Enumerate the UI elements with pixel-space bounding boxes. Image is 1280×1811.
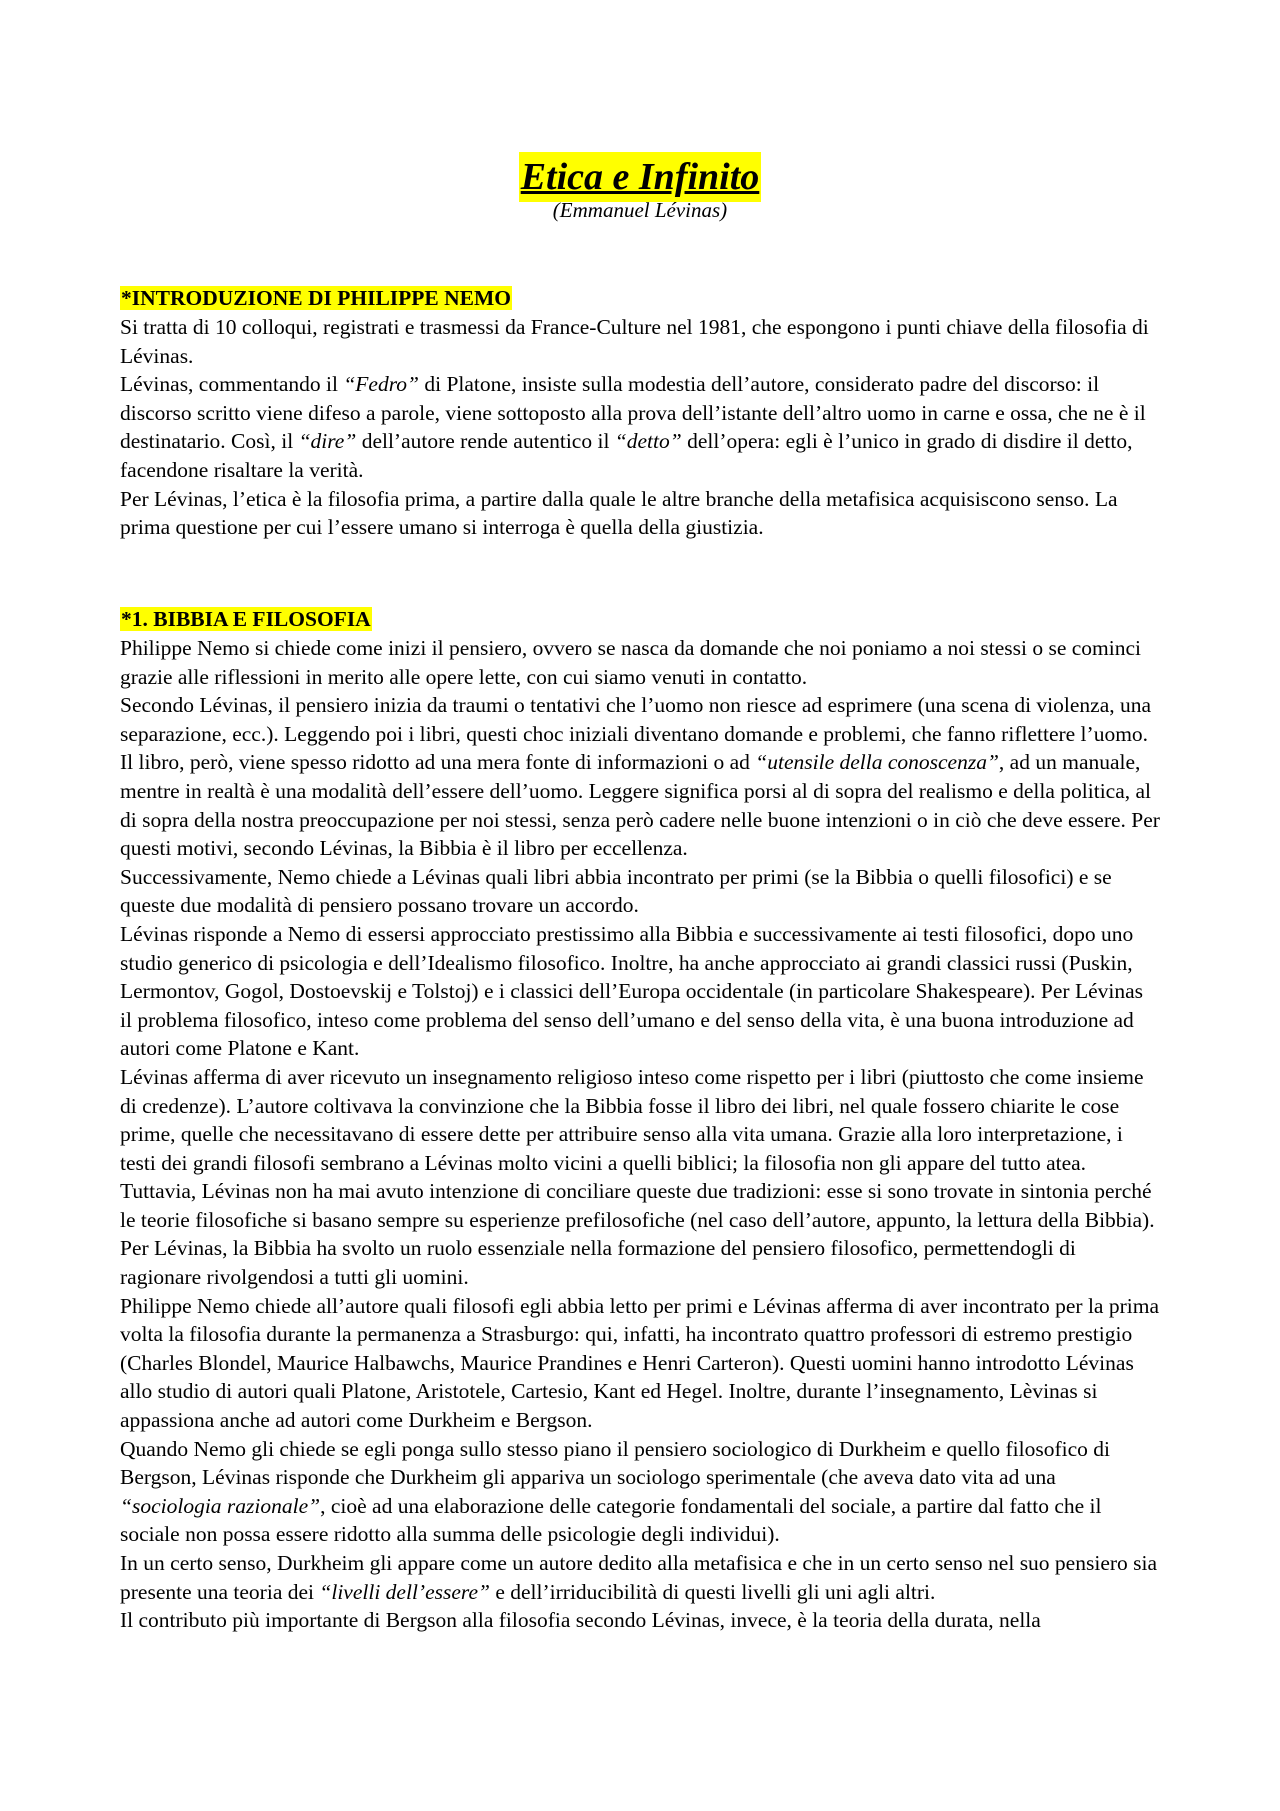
- section-1-paragraph-10: Il contributo più importante di Bergson alla filosofia secondo Lévinas, invece, è la teoria della durata, nella: [120, 1608, 1041, 1633]
- intro-paragraph-2: Lévinas, commentando il “Fedro” di Platone, insiste sulla modestia dell’autore, considerato padre del discorso: il discorso scritto viene difeso a parole, viene sottoposto alla prova dell’istante dell’altro uomo in carne e ossa, che ne è il destinatario. Così, il “dire” dell’autore rende autentico il “detto” dell’opera: egli è l’unico in grado di disdire il detto, facendone risaltare la verità.: [120, 372, 1146, 482]
- section-1-paragraph-5: Lévinas afferma di aver ricevuto un insegnamento religioso inteso come rispetto per i libri (piuttosto che come insieme di credenze). L’autore coltivava la convinzione che la Bibbia fosse il libro dei libri, nel quale fossero chiarite le cose prime, quelle che necessitavano di essere dette per attribuire senso alla vita umana. Grazie alla loro interpretazione, i testi dei grandi filosofi sembrano a Lévinas molto vicini a quelli biblici; la filosofia non gli appare del tutto atea. Tuttavia, Lévinas non ha mai avuto intenzione di conciliare queste due tradizioni: esse si sono trovate in sintonia perché le teorie filosofiche si basano sempre su esperienze prefilosofiche (nel caso dell’autore, appunto, la lettura della Bibbia).: [120, 1064, 1155, 1232]
- section-1-paragraph-4: Lévinas risponde a Nemo di essersi approcciato prestissimo alla Bibbia e successivamente ai testi filosofici, dopo uno studio generico di psicologia e dell’Idealismo filosofico. Inoltre, ha anche approcciato ai grandi classici russi (Puskin, Lermontov, Gogol, Dostoevskij e Tolstoj) e i classici dell’Europa occidentale (in particolare Shakespeare). Per Lévinas il problema filosofico, inteso come problema del senso dell’umano e del senso della vita, è una buona introduzione ad autori come Platone e Kant.: [120, 921, 1144, 1061]
- section-1: [120, 604, 1160, 1635]
- intro-heading-text: *INTRODUZIONE DI PHILIPPE NEMO: [121, 286, 512, 310]
- intro-paragraph-1: Si tratta di 10 colloqui, registrati e trasmessi da France-Culture nel 1981, che espongono i punti chiave della filosofia di Lévinas.: [120, 315, 1149, 368]
- section-1-paragraph-8: Quando Nemo gli chiede se egli ponga sullo stesso piano il pensiero sociologico di Durkheim e quello filosofico di Bergson, Lévinas risponde che Durkheim gli appariva un sociologo sperimentale (che aveva dato vita ad una “sociologia razionale”, cioè ad una elaborazione delle categorie fondamentali del sociale, a partire dal fatto che il sociale non possa essere ridotto alla summa delle psicologie degli individui).: [120, 1436, 1111, 1547]
- title-block: [0, 152, 1280, 202]
- section-1-paragraph-1: Philippe Nemo si chiede come inizi il pensiero, ovvero se nasca da domande che noi poniamo a noi stessi o se cominci grazie alle riflessioni in merito alle opere lette, con cui siamo venuti in contatto.: [120, 636, 1141, 689]
- intro-paragraph-3: Per Lévinas, l’etica è la filosofia prima, a partire dalla quale le altre branche della metafisica acquisiscono senso. La prima questione per cui l’essere umano si interroga è quella della giustizia.: [120, 486, 1118, 540]
- section-1-heading: [120, 604, 1160, 634]
- section-1-heading-text: *1. BIBBIA E FILOSOFIA: [121, 607, 371, 631]
- intro-heading: [120, 283, 1160, 313]
- document-subtitle: (Emmanuel Lévinas): [552, 198, 728, 222]
- section-1-paragraph-3: Successivamente, Nemo chiede a Lévinas quali libri abbia incontrato per primi (se la Bibbia o quelli filosofici) e se queste due modalità di pensiero possano trovare un accordo.: [120, 864, 1112, 918]
- section-1-paragraph-6: Per Lévinas, la Bibbia ha svolto un ruolo essenziale nella formazione del pensiero filosofico, permettendogli di ragionare rivolgendosi a tutti gli uomini.: [120, 1236, 1076, 1290]
- section-1-paragraph-7: Philippe Nemo chiede all’autore quali filosofi egli abbia letto per primi e Lévinas afferma di aver incontrato per la prima volta la filosofia durante la permanenza a Strasburgo: qui, infatti, ha incontrato quattro professori di estremo prestigio (Charles Blondel, Maurice Halbawchs, Maurice Prandines e Henri Carteron). Questi uomini hanno introdotto Lévinas allo studio di autori quali Platone, Aristotele, Cartesio, Kant ed Hegel. Inoltre, durante l’insegnamento, Lèvinas si appassiona anche ad autori come Durkheim e Bergson.: [120, 1293, 1159, 1433]
- document-title: Etica e Infinito: [519, 152, 762, 202]
- intro-section: [120, 283, 1160, 542]
- section-1-paragraph-9: In un certo senso, Durkheim gli appare come un autore dedito alla metafisica e che in un certo senso nel suo pensiero sia presente una teoria dei “livelli dell’essere” e dell’irriducibilità di questi livelli gli uni agli altri.: [120, 1551, 1158, 1604]
- section-1-paragraph-2: Secondo Lévinas, il pensiero inizia da traumi o tentativi che l’uomo non riesce ad esprimere (una scena di violenza, una separazione, ecc.). Leggendo poi i libri, questi choc iniziali diventano domande e problemi, che fanno riflettere l’uomo. Il libro, però, viene spesso ridotto ad una mera fonte di informazioni o ad “utensile della conoscenza”, ad un manuale, mentre in realtà è una modalità dell’essere dell’uomo. Leggere significa porsi al di sopra del realismo e della politica, al di sopra della nostra preoccupazione per noi stessi, senza però cadere nelle buone intenzioni o in ciò che deve essere. Per questi motivi, secondo Lévinas, la Bibbia è il libro per eccellenza.: [120, 693, 1160, 861]
